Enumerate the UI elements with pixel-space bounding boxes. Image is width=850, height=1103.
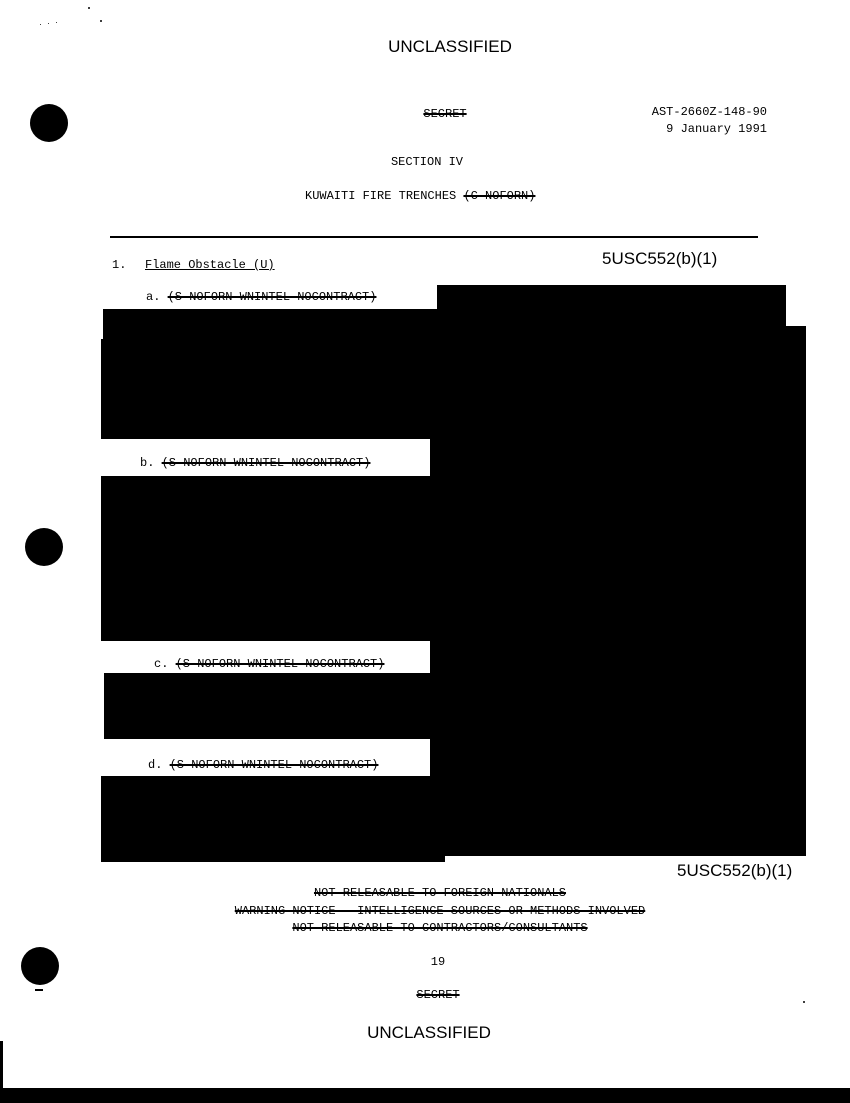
doc-number: AST-2660Z-148-90 xyxy=(651,105,767,119)
marking-top: SECRET xyxy=(423,107,467,121)
redaction-block xyxy=(437,285,786,327)
item-title: Flame Obstacle (U) xyxy=(145,258,275,272)
redaction-block xyxy=(101,776,445,862)
paragraph-classification: (S-NOFORN-WNINTEL-NOCONTRACT) xyxy=(161,456,371,470)
punch-hole xyxy=(25,528,63,566)
paragraph-b xyxy=(140,456,370,470)
scan-mark xyxy=(35,989,43,991)
doc-date: 9 January 1991 xyxy=(666,122,767,136)
classification-top: UNCLASSIFIED xyxy=(388,37,512,56)
warning-line: NOT RELEASABLE TO CONTRACTORS/CONSULTANTS xyxy=(292,921,588,935)
paragraph-letter: a. xyxy=(146,290,161,304)
section-title-classification: (C-NOFORN) xyxy=(463,189,536,203)
scan-speck xyxy=(48,23,49,24)
item-number: 1. xyxy=(112,258,127,272)
warning-line: WARNING NOTICE - INTELLIGENCE SOURCES OR METHODS INVOLVED xyxy=(234,904,646,918)
scan-speck xyxy=(88,7,90,9)
title-rule xyxy=(110,236,758,238)
punch-hole xyxy=(21,947,59,985)
exemption-top: 5USC552(b)(1) xyxy=(602,249,718,268)
scan-edge-bottom xyxy=(0,1088,850,1103)
page-number: 19 xyxy=(430,955,446,969)
scan-speck xyxy=(56,22,57,23)
warning-line: NOT RELEASABLE TO FOREIGN NATIONALS xyxy=(313,886,567,900)
scan-speck xyxy=(40,24,41,25)
punch-hole xyxy=(30,104,68,142)
marking-bottom: SECRET xyxy=(416,988,460,1002)
paragraph-classification: (S-NOFORN-WNINTEL-NOCONTRACT) xyxy=(175,657,385,671)
paragraph-classification: (S-NOFORN-WNINTEL-NOCONTRACT) xyxy=(167,290,377,304)
exemption-bottom: 5USC552(b)(1) xyxy=(677,861,793,880)
section-title xyxy=(305,189,535,203)
redaction-block xyxy=(430,326,806,856)
redaction-block xyxy=(101,476,441,641)
paragraph-a xyxy=(146,290,376,304)
paragraph-d xyxy=(148,758,378,772)
paragraph-classification: (S-NOFORN-WNINTEL-NOCONTRACT) xyxy=(169,758,379,772)
paragraph-letter: d. xyxy=(148,758,163,772)
paragraph-c xyxy=(154,657,384,671)
redaction-block xyxy=(101,339,441,439)
section-title-text: KUWAITI FIRE TRENCHES xyxy=(305,189,457,203)
paragraph-letter: b. xyxy=(140,456,155,470)
classification-bottom: UNCLASSIFIED xyxy=(367,1023,491,1042)
redaction-block xyxy=(104,673,438,739)
section-heading: SECTION IV xyxy=(390,155,463,169)
scan-speck xyxy=(803,1001,805,1003)
paragraph-letter: c. xyxy=(154,657,169,671)
redaction-block xyxy=(103,309,438,339)
scan-speck xyxy=(100,20,102,22)
